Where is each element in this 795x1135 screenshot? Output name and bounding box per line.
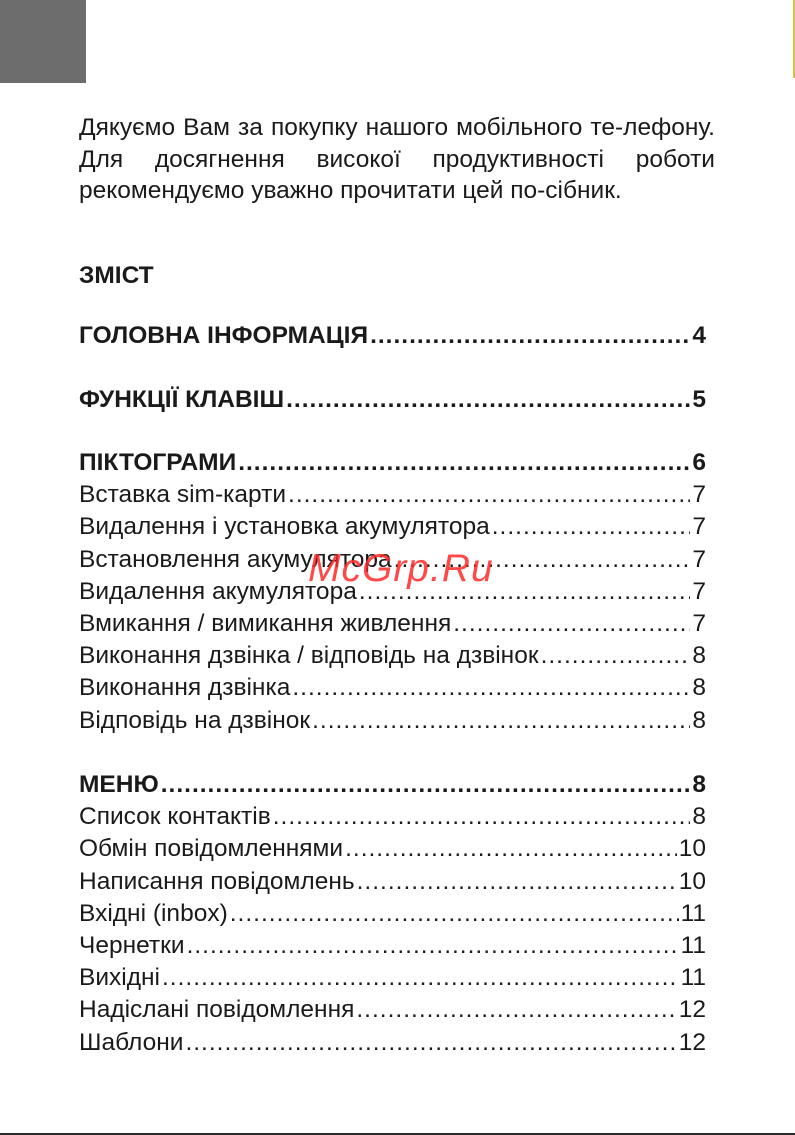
toc-group-menu <box>79 771 706 1061</box>
toc-page-number: 8 <box>692 642 706 670</box>
toc-entry-label: Встановлення акумулятора <box>79 545 392 573</box>
toc-leader-dots <box>162 964 679 992</box>
toc-leader-dots <box>273 803 691 831</box>
toc-entry-label: Надіслані повідомлення <box>79 996 355 1024</box>
toc-entry-label: Вмикання / вимикання живлення <box>79 609 452 637</box>
toc-entry-label: Виконання дзвінка <box>79 674 291 702</box>
toc-entry[interactable] <box>79 481 706 513</box>
toc-entry-label: Список контактів <box>79 803 271 831</box>
toc-entry-label: Вставка sim-карти <box>79 481 287 509</box>
toc-page-number: 4 <box>692 322 706 349</box>
toc-entry-label: Вхідні (inbox) <box>79 899 228 927</box>
toc-entry-label: Чернетки <box>79 931 185 959</box>
toc-entry-label: Вихідні <box>79 964 160 992</box>
toc-page-number: 7 <box>692 545 706 573</box>
toc-entry[interactable] <box>79 1029 706 1061</box>
toc-page-number: 8 <box>692 674 706 702</box>
toc-entry[interactable] <box>79 771 706 803</box>
toc-page-number: 8 <box>692 803 706 831</box>
toc-page-number: 11 <box>680 964 706 992</box>
toc-entry[interactable] <box>79 996 706 1028</box>
toc-entry[interactable] <box>79 707 706 739</box>
toc-entry[interactable] <box>79 322 706 354</box>
toc-leader-dots <box>357 868 677 896</box>
toc-leader-dots <box>492 513 691 541</box>
toc-page-number: 7 <box>692 577 706 605</box>
toc-page-number: 5 <box>692 386 706 413</box>
toc-leader-dots <box>541 642 691 670</box>
toc-entry[interactable] <box>79 835 706 867</box>
toc-page-number: 12 <box>678 1028 706 1056</box>
toc-entry[interactable] <box>79 449 706 481</box>
toc-entry[interactable] <box>79 964 706 996</box>
toc-page-number: 7 <box>692 513 706 541</box>
toc-leader-dots <box>230 900 679 928</box>
toc-entry-label: Видалення акумулятора <box>79 577 357 605</box>
toc-entry[interactable] <box>79 610 706 642</box>
toc-entry[interactable] <box>79 386 706 418</box>
toc-entry[interactable] <box>79 932 706 964</box>
toc-leader-dots <box>187 932 679 960</box>
toc-entry-label: Видалення і установка акумулятора <box>79 513 490 541</box>
toc-leader-dots <box>286 386 690 414</box>
toc-page-number: 8 <box>692 706 706 734</box>
toc-entry-label: Виконання дзвінка / відповідь на дзвінок <box>79 642 539 670</box>
toc-page-number: 7 <box>692 481 706 509</box>
toc-group-icons <box>79 449 706 739</box>
toc-entry-label: ФУНКЦІЇ КЛАВІШ <box>79 386 285 413</box>
toc-page-number: 11 <box>680 931 706 959</box>
toc-entry[interactable] <box>79 642 706 674</box>
toc-leader-dots <box>370 322 690 350</box>
toc-entry-label: ГОЛОВНА ІНФОРМАЦІЯ <box>79 322 369 349</box>
contents-title: ЗМІСТ <box>79 262 154 289</box>
toc-entry[interactable] <box>79 868 706 900</box>
toc-entry-label: ПІКТОГРАМИ <box>79 449 237 476</box>
toc-entry-label: МЕНЮ <box>79 771 159 798</box>
intro-paragraph: Дякуємо Вам за покупку нашого мобільного те-лефону. Для досягнення високої продуктивності роботи рекомендуємо уважно прочитати цей по-сібник. <box>79 114 715 204</box>
toc-leader-dots <box>238 449 690 477</box>
toc-leader-dots <box>345 835 677 863</box>
toc-page-number: 6 <box>692 449 706 476</box>
watermark-text: McGrp.Ru <box>308 547 494 590</box>
toc-entry[interactable] <box>79 803 706 835</box>
toc-entry-label: Написання повідомлень <box>79 867 355 895</box>
toc-group-keys <box>79 386 706 418</box>
toc-leader-dots <box>356 996 676 1024</box>
toc-page-number: 10 <box>678 835 706 863</box>
toc-page-number: 11 <box>680 899 706 927</box>
toc-page-number: 12 <box>678 996 706 1024</box>
toc-entry[interactable] <box>79 674 706 706</box>
toc-page-number: 8 <box>692 771 706 798</box>
toc-page-number: 7 <box>692 609 706 637</box>
toc-leader-dots <box>312 707 690 735</box>
toc-entry[interactable] <box>79 900 706 932</box>
toc-entry[interactable] <box>79 513 706 545</box>
toc-entry-label: Шаблони <box>79 1028 184 1056</box>
toc-leader-dots <box>161 771 691 799</box>
toc-leader-dots <box>292 674 690 702</box>
toc-leader-dots <box>185 1029 676 1057</box>
toc-page-number: 10 <box>678 867 706 895</box>
toc-group-general <box>79 322 706 354</box>
toc-leader-dots <box>453 610 690 638</box>
page-corner-block <box>0 0 86 83</box>
toc-entry-label: Обмін повідомленнями <box>79 835 344 863</box>
toc-leader-dots <box>288 481 690 509</box>
toc-entry-label: Відповідь на дзвінок <box>79 706 311 734</box>
